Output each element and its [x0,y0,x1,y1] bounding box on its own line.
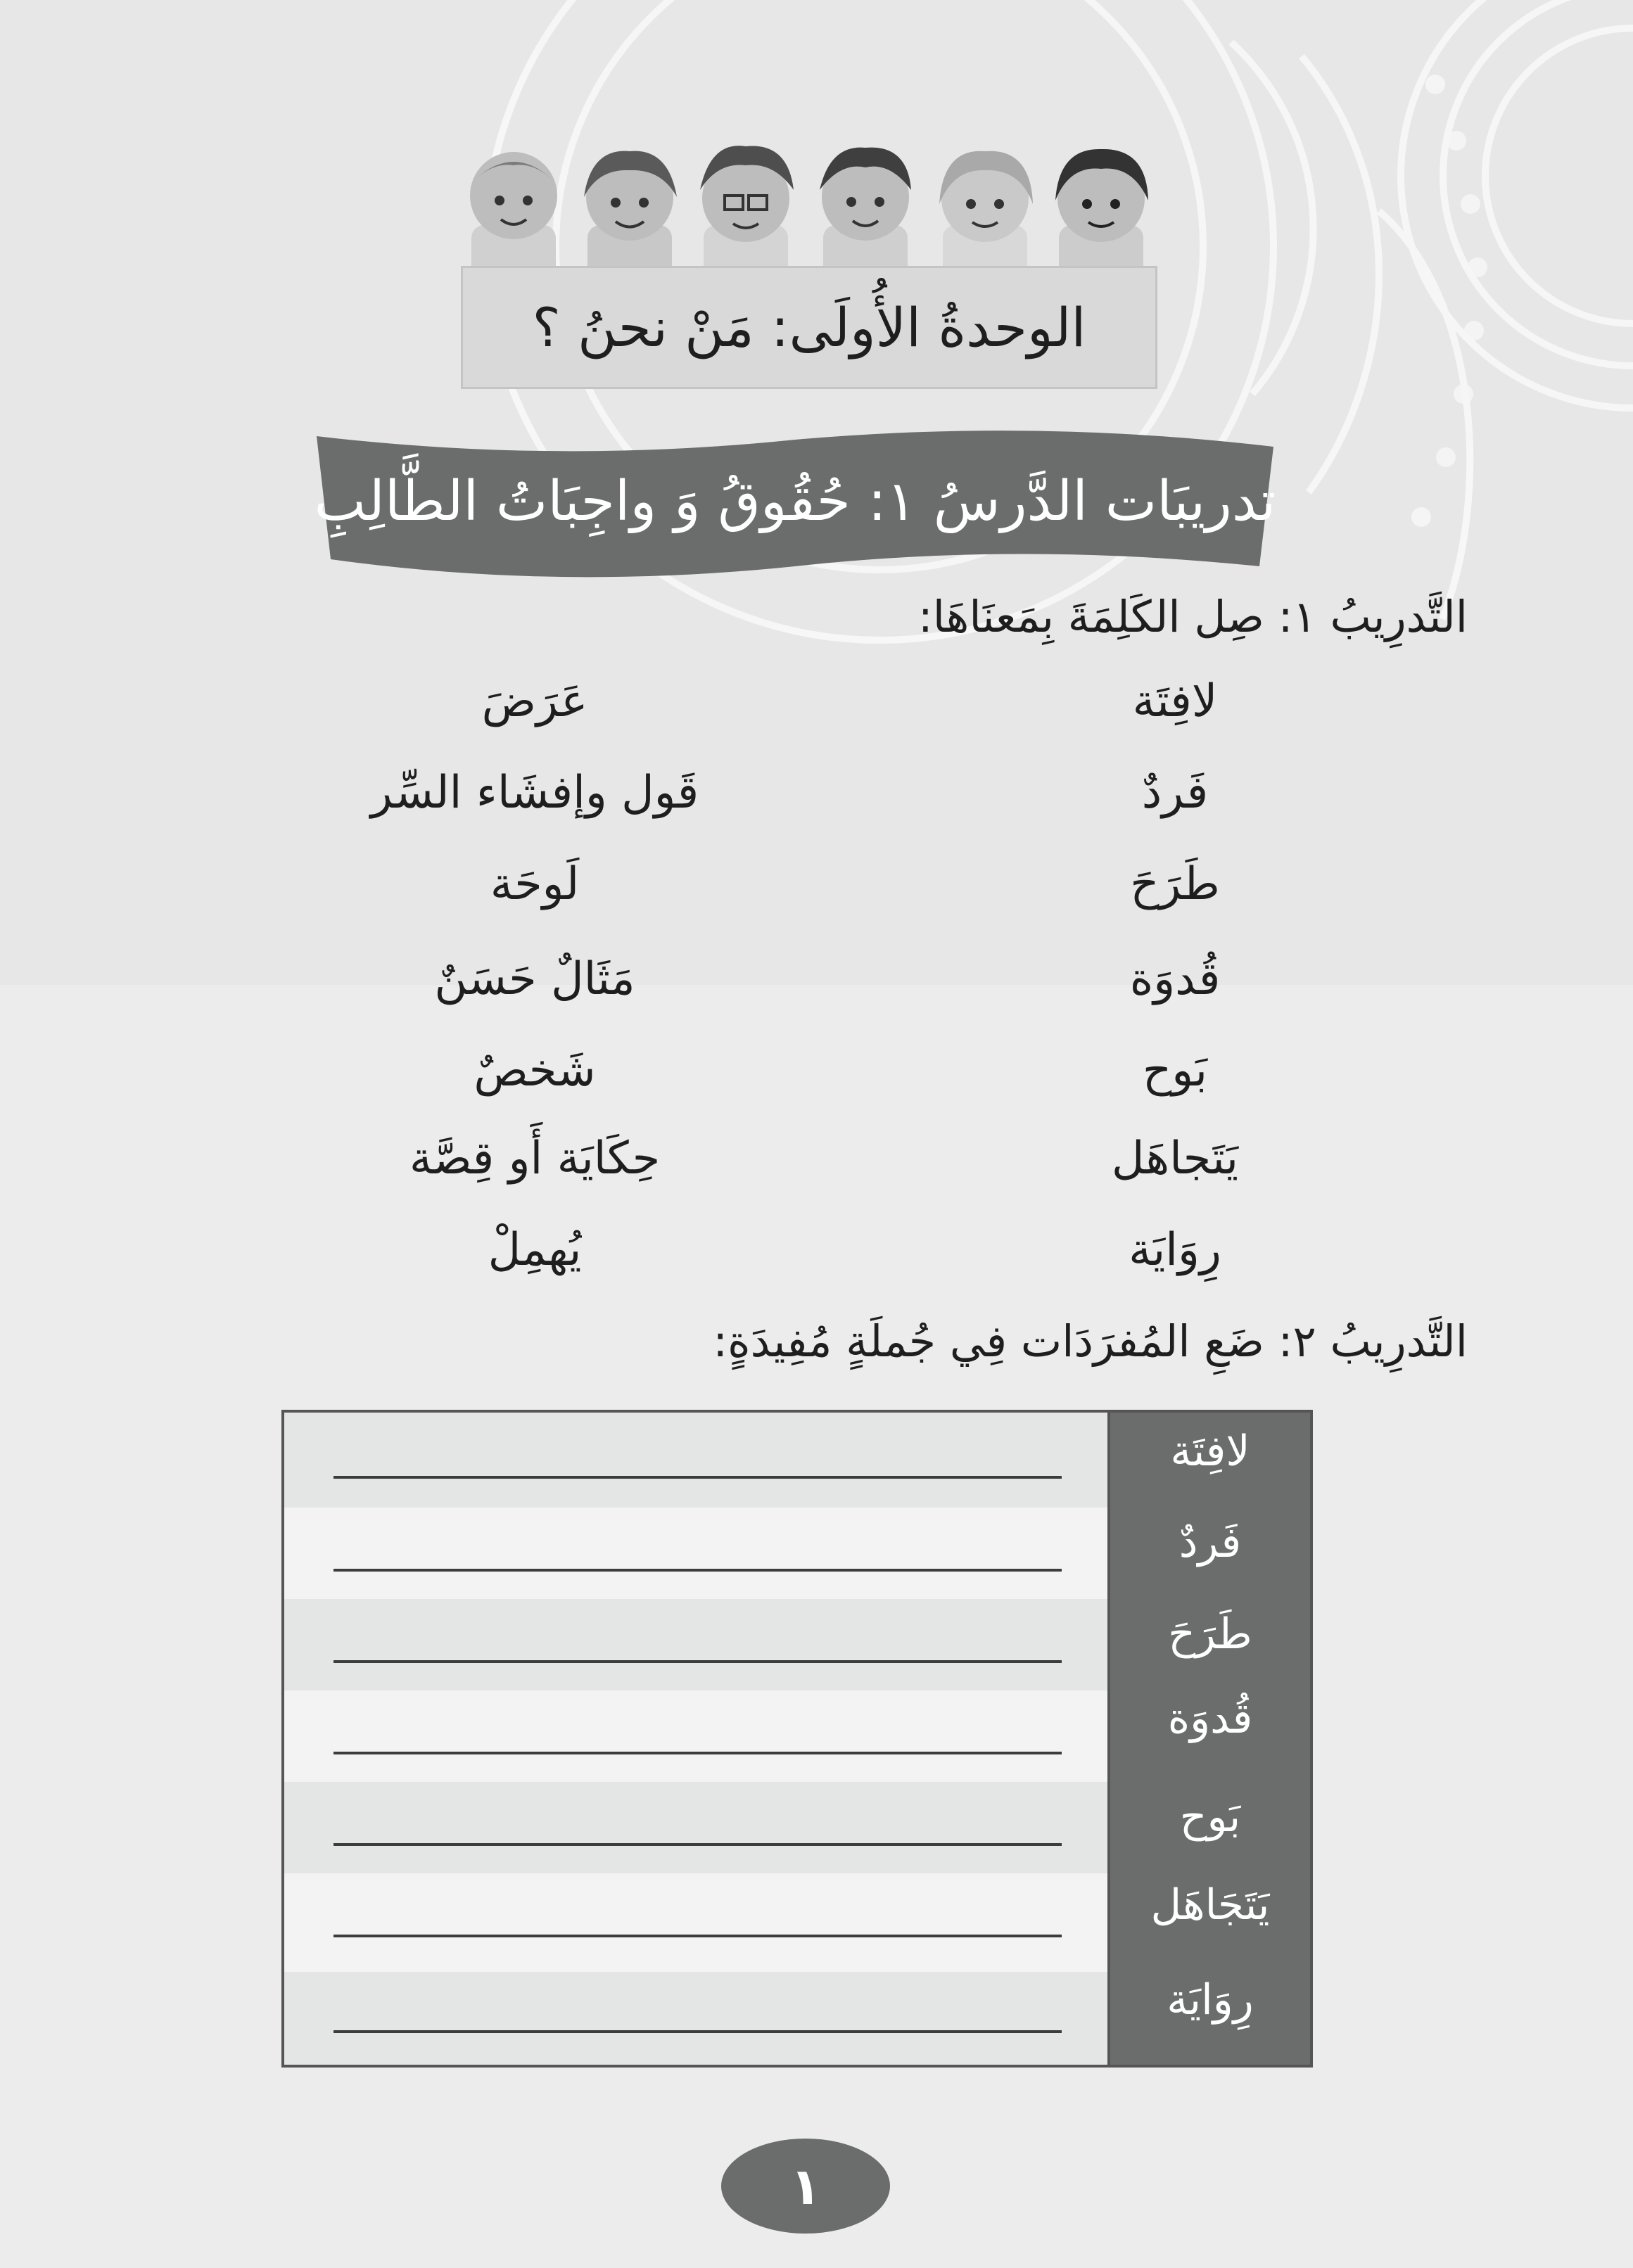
word-item: طَرَحَ [1130,858,1220,910]
meaning-item: شَخصٌ [474,1045,596,1097]
word-item: قُدوَة [1129,953,1221,1005]
writing-line[interactable] [333,2030,1062,2033]
unit-title: الوحدةُ الأُولَى: مَنْ نحنُ ؟ [461,266,1157,389]
lesson-banner: تدريبَات الدَّرسُ ١: حُقُوقُ وَ واجِبَاتُ الطَّالِبِ [314,469,1276,533]
vocab-word: رِوَايَة [1167,1975,1254,2025]
exercise2-table [281,1410,1313,2068]
child-4 [820,148,911,281]
writing-line[interactable] [333,1660,1062,1663]
word-item: فَردٌ [1141,767,1209,819]
child-2 [584,151,677,281]
vocab-word: لافِتَة [1170,1427,1250,1476]
children-illustration [457,134,1161,281]
vocab-word: يَتَجَاهَل [1150,1880,1270,1930]
writing-line[interactable] [333,1935,1062,1937]
meaning-item: مَثَالٌ حَسَنٌ [434,953,635,1005]
meaning-item: حِكَايَة أَو قِصَّة [409,1133,661,1185]
child-5 [939,151,1033,281]
meaning-item: قَول وإفشَاء السِّر [370,767,699,819]
vocab-word: قُدوَة [1167,1694,1253,1743]
child-1 [470,152,557,281]
page-number: ١ [721,2139,890,2234]
exercise1-heading: التَّدرِيبُ ١: صِل الكَلِمَةَ بِمَعنَاهَا: [917,591,1468,642]
vocab-word: طَرَحَ [1168,1610,1252,1659]
word-item: بَوح [1142,1045,1208,1097]
vocab-word: فَردٌ [1178,1518,1242,1567]
word-item: يَتَجاهَل [1111,1133,1239,1185]
word-item: لافِتَة [1132,675,1218,727]
writing-line[interactable] [333,1569,1062,1572]
writing-line[interactable] [333,1752,1062,1754]
writing-line[interactable] [333,1476,1062,1479]
meaning-item: لَوحَة [490,858,580,910]
writing-lines-area [284,1413,1107,2065]
exercise2-heading: التَّدرِيبُ ٢: ضَعِ المُفرَدَات فِي جُملَةٍ مُفِيدَةٍ: [713,1315,1468,1367]
child-3 [700,146,794,281]
word-item: رِوَايَة [1129,1224,1221,1276]
writing-line[interactable] [333,1843,1062,1846]
meaning-item: عَرَضَ [481,675,588,727]
vocab-column [1107,1413,1310,2065]
vocab-word: بَوح [1179,1792,1241,1842]
child-6 [1055,149,1148,281]
meaning-item: يُهمِلْ [488,1224,582,1276]
